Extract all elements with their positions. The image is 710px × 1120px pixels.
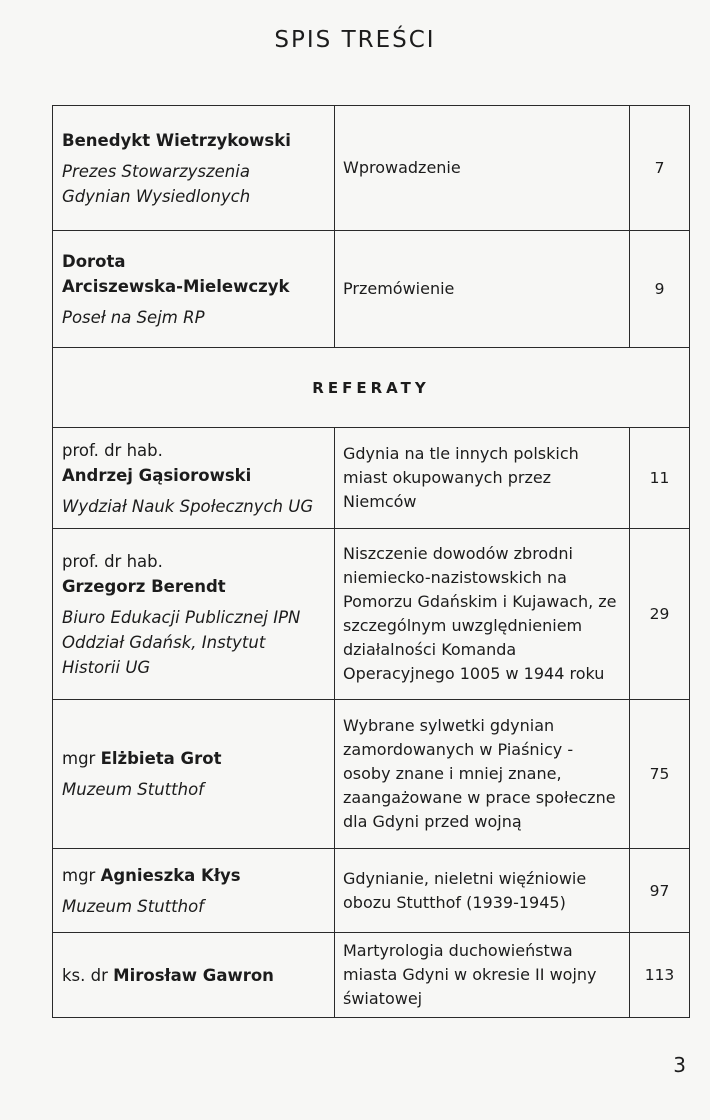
author-cell bbox=[53, 428, 335, 529]
chapter-title: Gdynianie, nieletni więźniowie obozu Stutthof (1939-1945) bbox=[335, 849, 630, 933]
author-affiliation: Wydział Nauk Społecznych UG bbox=[62, 496, 314, 516]
author-name-line: Arciszewska-Mielewczyk bbox=[62, 276, 290, 296]
author-affiliation: Muzeum Stutthof bbox=[62, 896, 204, 916]
author-cell bbox=[53, 933, 335, 1018]
toc-row bbox=[53, 700, 690, 849]
page-ref: 75 bbox=[630, 700, 690, 849]
toc-row bbox=[53, 428, 690, 529]
author-name: Benedykt Wietrzykowski bbox=[62, 130, 291, 150]
author-name-line: Dorota bbox=[62, 251, 126, 271]
author-cell bbox=[53, 849, 335, 933]
author-affiliation: Biuro Edukacji Publicznej IPN Oddział Gdańsk, Instytut Historii UG bbox=[62, 607, 301, 677]
section-heading: REFERATY bbox=[53, 348, 690, 428]
author-cell bbox=[53, 700, 335, 849]
author-line bbox=[62, 863, 325, 888]
chapter-title: Wprowadzenie bbox=[335, 106, 630, 231]
author-degree: mgr bbox=[62, 865, 96, 885]
toc-row bbox=[53, 849, 690, 933]
page-ref: 97 bbox=[630, 849, 690, 933]
chapter-title: Wybrane sylwetki gdynian zamordowanych w Piaśnicy - osoby znane i mniej znane, zaangażowane w prace społeczne dla Gdyni przed wojną bbox=[335, 700, 630, 849]
author-affiliation: Poseł na Sejm RP bbox=[62, 307, 205, 327]
author-affiliation: Prezes Stowarzyszenia Gdynian Wysiedlonych bbox=[62, 161, 251, 206]
toc-row bbox=[53, 106, 690, 231]
author-cell bbox=[53, 231, 335, 348]
chapter-title: Przemówienie bbox=[335, 231, 630, 348]
author-cell bbox=[53, 529, 335, 700]
author-degree: prof. dr hab. bbox=[62, 551, 163, 571]
table-of-contents bbox=[52, 105, 690, 1018]
page-number: 3 bbox=[673, 1053, 686, 1077]
page-title: SPIS TREŚCI bbox=[274, 27, 436, 53]
page-ref: 7 bbox=[630, 106, 690, 231]
toc-row bbox=[53, 933, 690, 1018]
author-name: Grzegorz Berendt bbox=[62, 576, 226, 596]
section-row bbox=[53, 348, 690, 428]
page-ref: 113 bbox=[630, 933, 690, 1018]
author-degree: prof. dr hab. bbox=[62, 440, 163, 460]
author-cell bbox=[53, 106, 335, 231]
toc-row bbox=[53, 529, 690, 700]
chapter-title: Niszczenie dowodów zbrodni niemiecko-nazistowskich na Pomorzu Gdańskim i Kujawach, ze szczególnym uwzględnieniem działalności Komanda Operacyjnego 1005 w 1944 roku bbox=[335, 529, 630, 700]
chapter-title: Gdynia na tle innych polskich miast okupowanych przez Niemców bbox=[335, 428, 630, 529]
page-ref: 29 bbox=[630, 529, 690, 700]
author-degree: ks. dr bbox=[62, 965, 108, 985]
author-line bbox=[62, 963, 325, 988]
chapter-title: Martyrologia duchowieństwa miasta Gdyni w okresie II wojny światowej bbox=[335, 933, 630, 1018]
author-name: Elżbieta Grot bbox=[100, 749, 222, 768]
page-ref: 11 bbox=[630, 428, 690, 529]
author-degree: mgr bbox=[62, 749, 96, 768]
author-name: Agnieszka Kłys bbox=[100, 865, 241, 885]
author-name: Mirosław Gawron bbox=[113, 965, 274, 985]
page-ref: 9 bbox=[630, 231, 690, 348]
author-affiliation: Muzeum Stutthof bbox=[62, 780, 204, 799]
toc-row bbox=[53, 231, 690, 348]
author-line bbox=[62, 746, 325, 771]
author-name: Andrzej Gąsiorowski bbox=[62, 465, 252, 485]
